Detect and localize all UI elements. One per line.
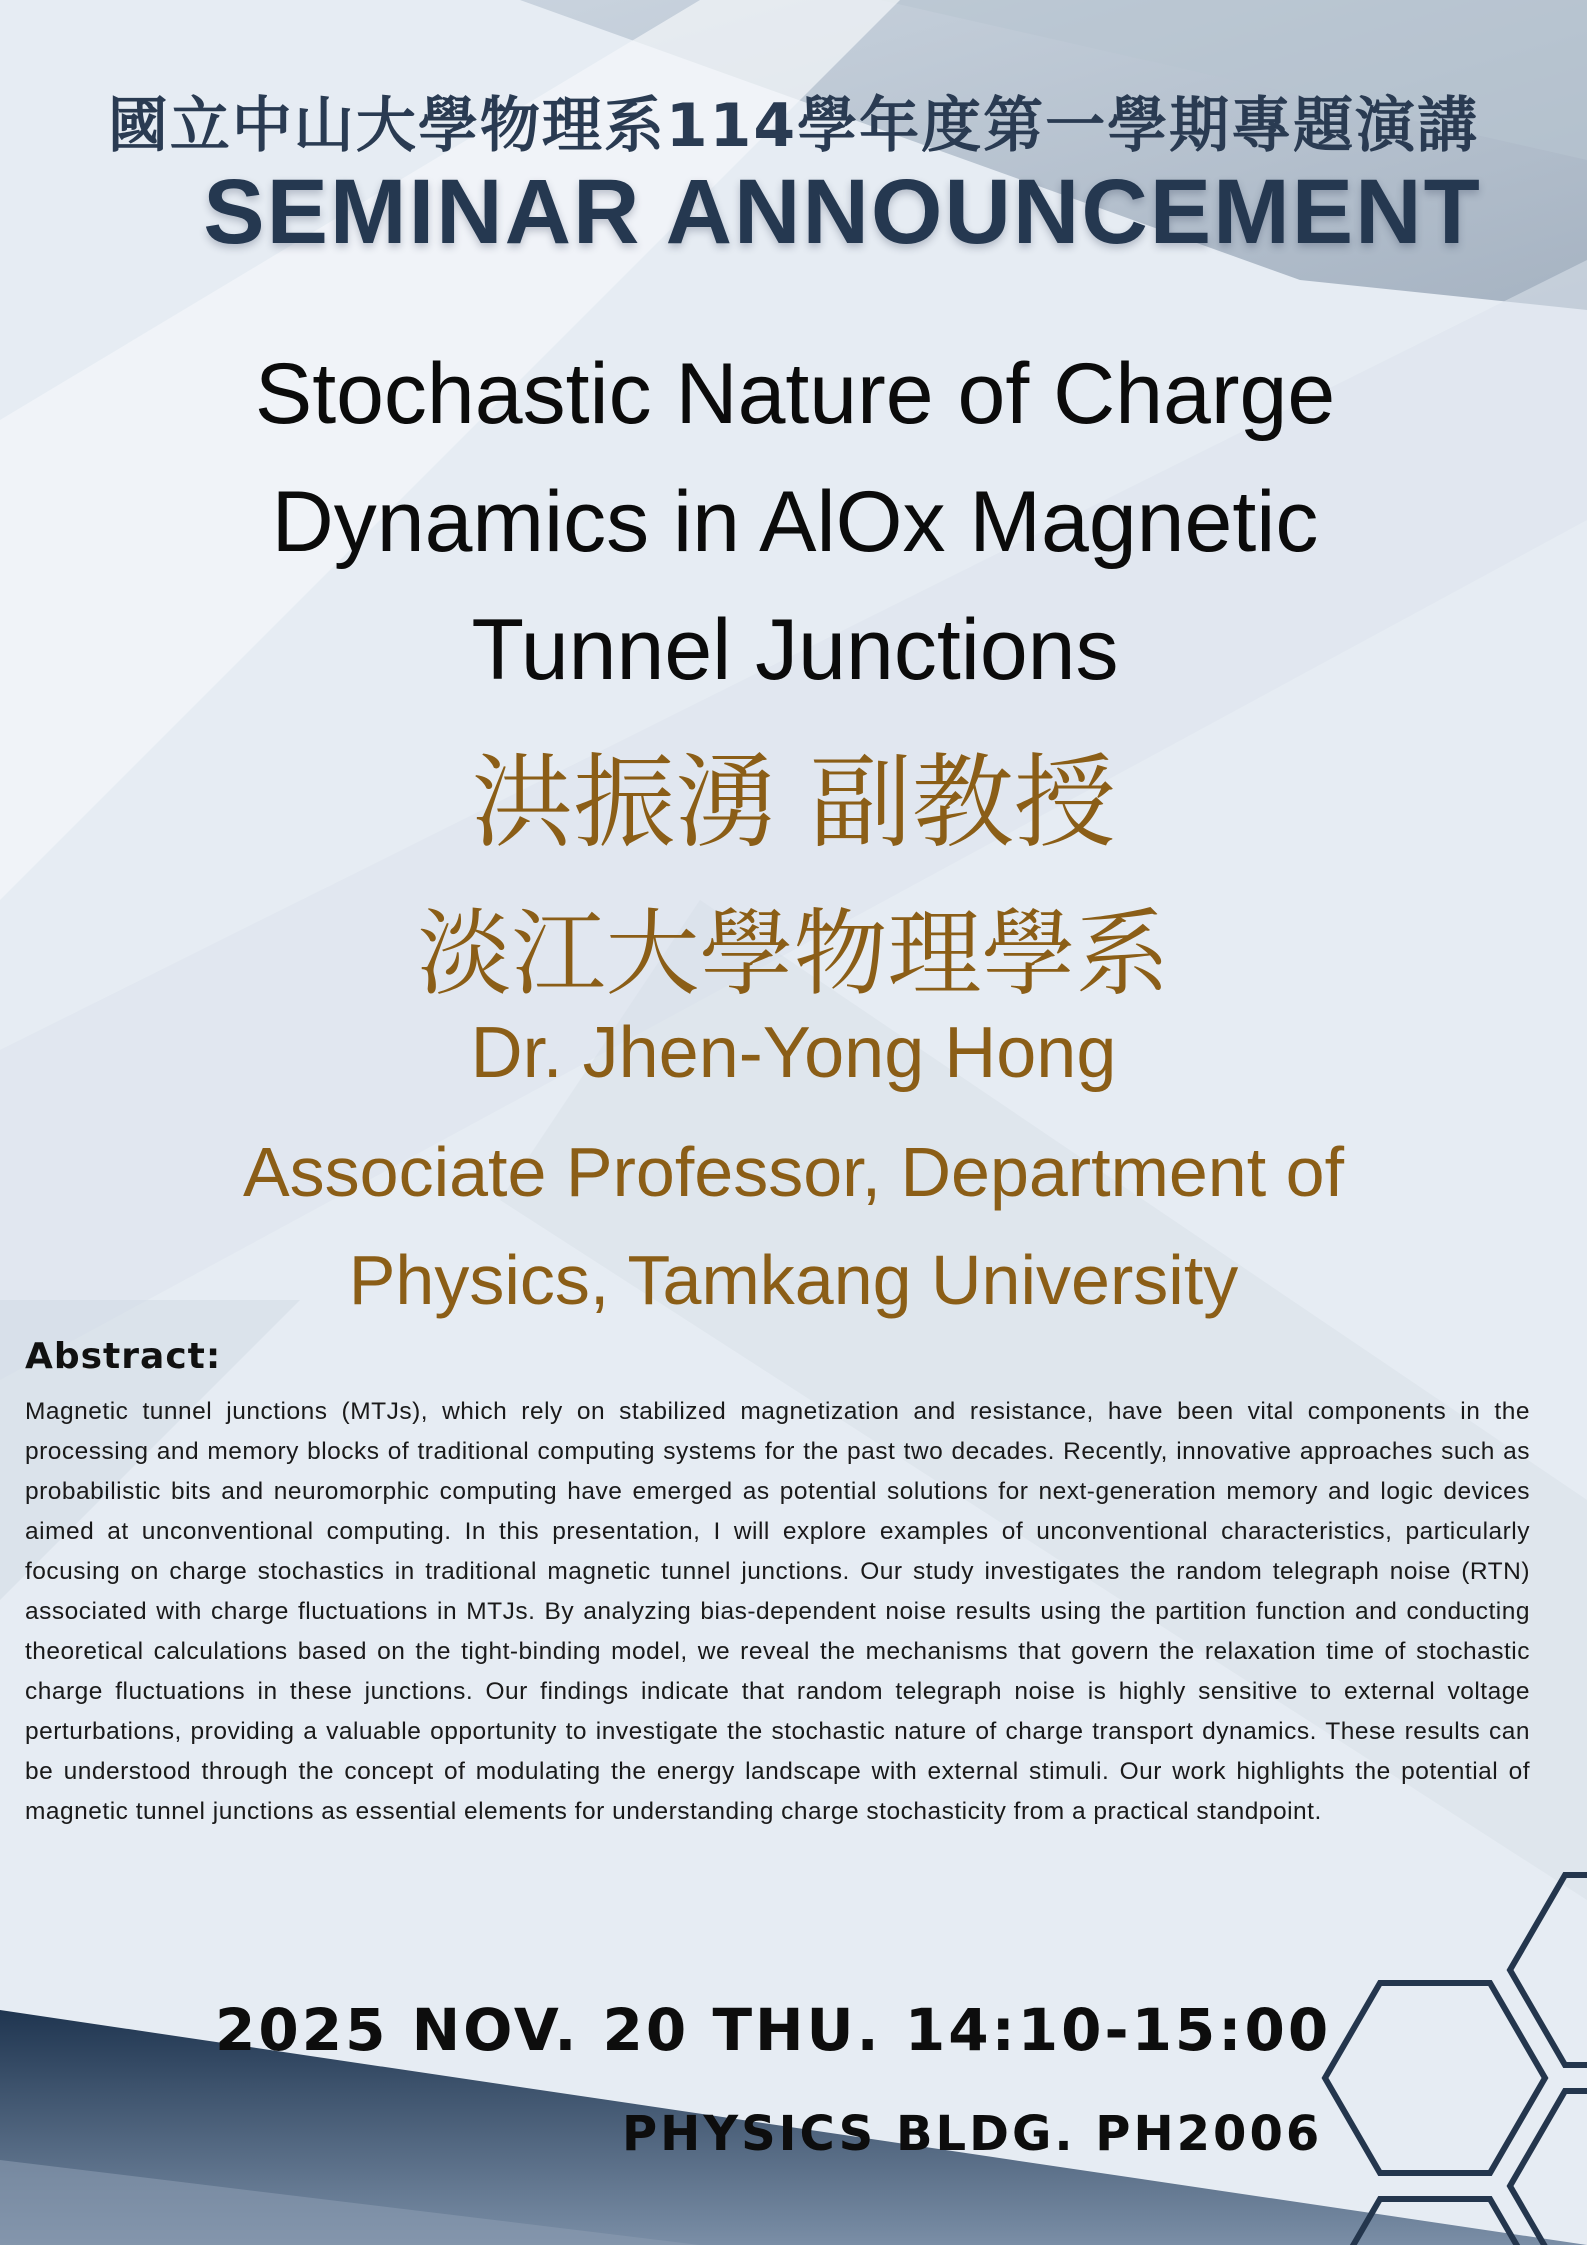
seminar-announcement-heading: SEMINAR ANNOUNCEMENT [203, 161, 1482, 263]
speaker-name-zh: 洪振湧 副教授 [471, 744, 1116, 863]
speaker-name-en: Dr. Jhen-Yong Hong [470, 1013, 1117, 1093]
talk-title [80, 330, 1510, 714]
affiliation-line: Physics, Tamkang University [348, 1241, 1239, 1319]
talk-title-line: Tunnel Junctions [471, 602, 1119, 698]
abstract-heading: Abstract: [25, 1336, 222, 1377]
abstract-body: Magnetic tunnel junctions (MTJs), which rely on stabilized magnetization and resistance, have been vital components in the processing and memory blocks of traditional computing systems for the past two decades. Recently, innovative approaches such as probabilistic bits and neuromorphic computing have emerged as potential solutions for next-generation memory and logic devices aimed at unconventional computing. In this presentation, I will explore examples of unconventional characteristics, particularly focusing on charge stochastics in traditional magnetic tunnel junctions. Our study investigates the random telegraph noise (RTN) associated with charge fluctuations in MTJs. By analyzing bias-dependent noise results using the partition function and conducting theoretical calculations based on the tight-binding model, we reveal the mechanisms that govern the relaxation time of stochastic charge fluctuations in these junctions. Our findings indicate that random telegraph noise is highly sensitive to external voltage perturbations, providing a valuable opportunity to investigate the stochastic nature of charge transport dynamics. These results can be understood through the concept of modulating the energy landscape with external stimuli. Our work highlights the potential of magnetic tunnel junctions as essential elements for understanding charge stochasticity from a practical standpoint. [25, 1398, 1530, 1825]
talk-title-line: Stochastic Nature of Charge [254, 346, 1336, 442]
speaker-department-zh: 淡江大學物理學系 [417, 900, 1170, 1009]
talk-title-line: Dynamics in AlOx Magnetic [271, 474, 1319, 570]
affiliation-line: Associate Professor, Department of [242, 1133, 1345, 1211]
seminar-series-title-zh: 國立中山大學物理系114學年度第一學期專題演講 [107, 91, 1480, 161]
speaker-affiliation [100, 1118, 1487, 1334]
event-venue: PHYSICS BLDG. PH2006 [622, 2106, 1323, 2162]
event-datetime: 2025 NOV. 20 THU. 14:10-15:00 [215, 1996, 1332, 2064]
